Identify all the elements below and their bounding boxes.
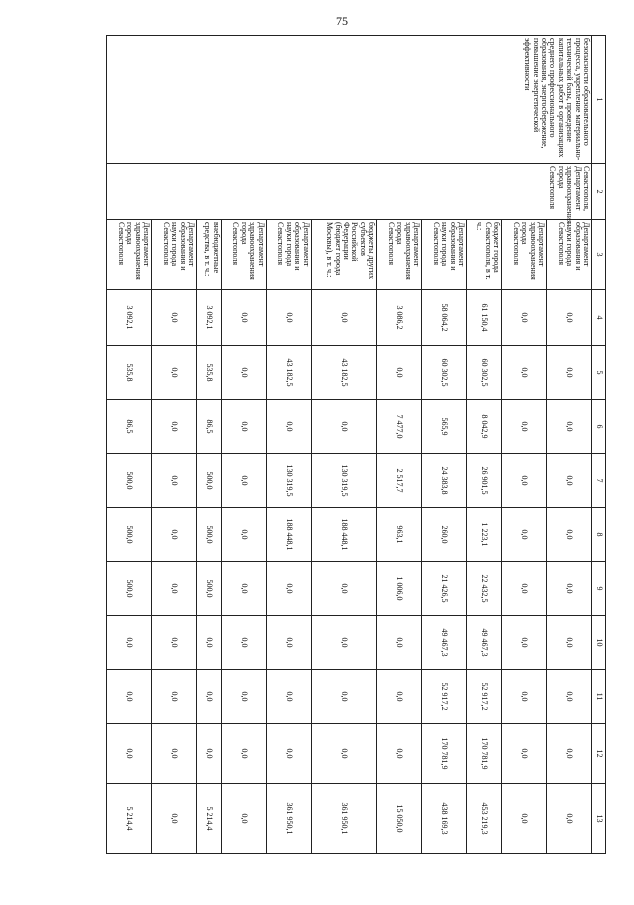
amount-cell: 0,0 (546, 454, 591, 508)
amount-cell: 0,0 (501, 724, 546, 784)
budget-table (106, 35, 606, 854)
funding-source-cell: Департамент образования и науки города Севастополя (152, 220, 197, 290)
amount-cell: 61 150,4 (467, 290, 502, 346)
amount-cell: 0,0 (377, 724, 422, 784)
amount-cell: 24 383,8 (422, 454, 467, 508)
amount-cell: 7 477,0 (377, 400, 422, 454)
amount-cell: 0,0 (501, 454, 546, 508)
rotated-table-container (106, 35, 606, 853)
amount-cell: 0,0 (266, 724, 311, 784)
amount-cell: 0,0 (221, 562, 266, 616)
amount-cell: 52 917,2 (422, 670, 467, 724)
column-number-11: 11 (592, 670, 606, 724)
amount-cell: 0,0 (221, 724, 266, 784)
amount-cell: 0,0 (152, 784, 197, 854)
amount-cell: 535,8 (107, 346, 152, 400)
amount-cell: 130 319,5 (266, 454, 311, 508)
amount-cell: 0,0 (197, 724, 221, 784)
amount-cell: 0,0 (501, 670, 546, 724)
amount-cell: 0,0 (546, 562, 591, 616)
amount-cell: 0,0 (107, 724, 152, 784)
amount-cell: 52 917,2 (467, 670, 502, 724)
amount-cell: 0,0 (501, 784, 546, 854)
amount-cell: 0,0 (501, 400, 546, 454)
amount-cell: 0,0 (221, 290, 266, 346)
table-row (546, 36, 591, 854)
column-number-12: 12 (592, 724, 606, 784)
amount-cell: 0,0 (221, 784, 266, 854)
amount-cell: 0,0 (266, 670, 311, 724)
amount-cell: 3 092,1 (107, 290, 152, 346)
amount-cell: 0,0 (221, 508, 266, 562)
amount-cell: 3 086,2 (377, 290, 422, 346)
amount-cell: 0,0 (152, 400, 197, 454)
funding-source-cell: бюджеты других субъектов Российской Федерации (бюджет города Москвы), в т. ч.: (311, 220, 377, 290)
amount-cell: 0,0 (311, 724, 377, 784)
amount-cell: 0,0 (152, 670, 197, 724)
funding-source-cell: Департамент здравоохранения города Севастополя (107, 220, 152, 290)
amount-cell: 0,0 (501, 562, 546, 616)
column-number-10: 10 (592, 616, 606, 670)
amount-cell: 0,0 (107, 670, 152, 724)
amount-cell: 1 006,0 (377, 562, 422, 616)
amount-cell: 49 467,3 (422, 616, 467, 670)
amount-cell: 0,0 (377, 670, 422, 724)
amount-cell: 260,0 (422, 508, 467, 562)
amount-cell: 0,0 (546, 290, 591, 346)
amount-cell: 58 064,2 (422, 290, 467, 346)
amount-cell: 188 448,1 (311, 508, 377, 562)
amount-cell: 500,0 (197, 508, 221, 562)
amount-cell: 0,0 (546, 784, 591, 854)
column-number-5: 5 (592, 346, 606, 400)
column-number-row (592, 36, 606, 854)
amount-cell: 0,0 (152, 616, 197, 670)
funding-source-cell: Департамент образования и науки города Севастополя (266, 220, 311, 290)
amount-cell: 188 448,1 (266, 508, 311, 562)
amount-cell: 60 302,5 (422, 346, 467, 400)
amount-cell: 22 432,5 (467, 562, 502, 616)
amount-cell: 0,0 (107, 616, 152, 670)
amount-cell: 49 467,3 (467, 616, 502, 670)
amount-cell: 170 781,9 (422, 724, 467, 784)
amount-cell: 0,0 (221, 616, 266, 670)
amount-cell: 0,0 (501, 616, 546, 670)
amount-cell: 5 214,4 (197, 784, 221, 854)
amount-cell: 565,9 (422, 400, 467, 454)
amount-cell: 0,0 (266, 400, 311, 454)
amount-cell: 0,0 (501, 508, 546, 562)
amount-cell: 0,0 (546, 670, 591, 724)
amount-cell: 0,0 (152, 724, 197, 784)
amount-cell: 361 950,1 (311, 784, 377, 854)
funding-source-cell: Департамент образования и науки города Севастополя (422, 220, 467, 290)
amount-cell: 453 219,3 (467, 784, 502, 854)
amount-cell: 0,0 (546, 400, 591, 454)
amount-cell: 535,8 (197, 346, 221, 400)
amount-cell: 0,0 (221, 346, 266, 400)
amount-cell: 0,0 (311, 616, 377, 670)
amount-cell: 500,0 (197, 562, 221, 616)
amount-cell: 170 781,9 (467, 724, 502, 784)
amount-cell: 0,0 (377, 346, 422, 400)
amount-cell: 130 319,5 (311, 454, 377, 508)
amount-cell: 0,0 (311, 670, 377, 724)
amount-cell: 500,0 (107, 454, 152, 508)
amount-cell: 0,0 (311, 562, 377, 616)
amount-cell: 0,0 (221, 670, 266, 724)
amount-cell: 5 214,4 (107, 784, 152, 854)
column-number-9: 9 (592, 562, 606, 616)
amount-cell: 0,0 (546, 508, 591, 562)
amount-cell: 0,0 (501, 290, 546, 346)
funding-source-cell: бюджет города Севастополя, в т. ч.: (467, 220, 502, 290)
amount-cell: 0,0 (546, 346, 591, 400)
amount-cell: 1 223,1 (467, 508, 502, 562)
amount-cell: 500,0 (107, 508, 152, 562)
amount-cell: 500,0 (197, 454, 221, 508)
amount-cell: 43 182,5 (311, 346, 377, 400)
amount-cell: 0,0 (152, 562, 197, 616)
page-number: 75 (336, 14, 348, 28)
amount-cell: 0,0 (377, 616, 422, 670)
amount-cell: 0,0 (197, 670, 221, 724)
column-number-13: 13 (592, 784, 606, 854)
funding-source-cell: Департамент здравоохранения города Севастополя (221, 220, 266, 290)
amount-cell: 0,0 (152, 454, 197, 508)
executors-cell: Севастополя, Департамент здравоохранения города Севастополя (107, 164, 592, 220)
column-number-6: 6 (592, 400, 606, 454)
column-number-4: 4 (592, 290, 606, 346)
amount-cell: 0,0 (152, 346, 197, 400)
amount-cell: 0,0 (221, 454, 266, 508)
amount-cell: 0,0 (152, 290, 197, 346)
amount-cell: 86,5 (107, 400, 152, 454)
amount-cell: 15 050,0 (377, 784, 422, 854)
amount-cell: 0,0 (266, 290, 311, 346)
amount-cell: 8 042,9 (467, 400, 502, 454)
amount-cell: 0,0 (501, 346, 546, 400)
funding-source-cell: Департамент здравоохранения города Севастополя (501, 220, 546, 290)
objective-cell: безопасности образовательного процесса, укрепление материально-технической базы, проведение капитальных работ в организациях среднего профессионального образования, энергосбережение, повышение энергетической эффективности (107, 36, 592, 164)
column-number-3: 3 (592, 220, 606, 290)
funding-source-cell: внебюджетные средства, в т. ч.: (197, 220, 221, 290)
amount-cell: 0,0 (546, 616, 591, 670)
funding-source-cell: Департамент образования и науки города Севастополя (546, 220, 591, 290)
amount-cell: 2 517,7 (377, 454, 422, 508)
amount-cell: 0,0 (546, 724, 591, 784)
amount-cell: 26 901,5 (467, 454, 502, 508)
amount-cell: 0,0 (311, 400, 377, 454)
amount-cell: 86,5 (197, 400, 221, 454)
column-number-2: 2 (592, 164, 606, 220)
amount-cell: 3 092,1 (197, 290, 221, 346)
amount-cell: 0,0 (221, 400, 266, 454)
amount-cell: 438 169,3 (422, 784, 467, 854)
amount-cell: 43 182,5 (266, 346, 311, 400)
amount-cell: 0,0 (266, 562, 311, 616)
column-number-7: 7 (592, 454, 606, 508)
column-number-8: 8 (592, 508, 606, 562)
amount-cell: 500,0 (107, 562, 152, 616)
funding-source-cell: Департамент здравоохранения города Севастополя (377, 220, 422, 290)
amount-cell: 963,1 (377, 508, 422, 562)
amount-cell: 0,0 (152, 508, 197, 562)
column-number-1: 1 (592, 36, 606, 164)
amount-cell: 0,0 (311, 290, 377, 346)
amount-cell: 0,0 (197, 616, 221, 670)
amount-cell: 60 302,5 (467, 346, 502, 400)
amount-cell: 21 426,5 (422, 562, 467, 616)
amount-cell: 361 950,1 (266, 784, 311, 854)
amount-cell: 0,0 (266, 616, 311, 670)
